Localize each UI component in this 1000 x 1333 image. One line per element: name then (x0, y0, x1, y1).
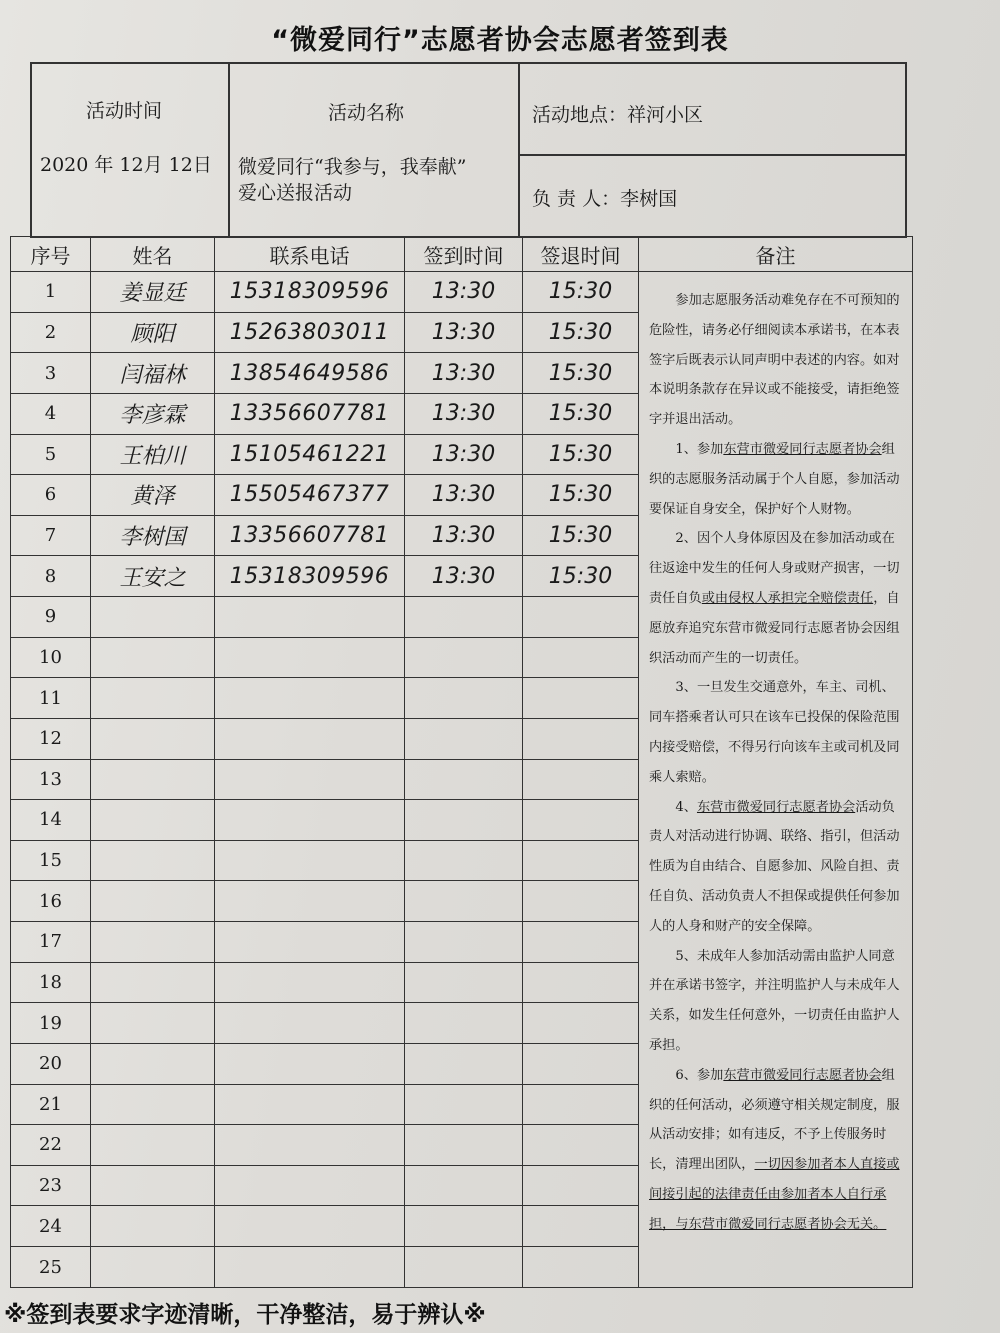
row-phone (215, 800, 405, 841)
row-name (91, 962, 215, 1003)
col-remarks: 备注 (639, 237, 913, 272)
footer-note: ※签到表要求字迹清晰，干净整洁，易于辨认※ (4, 1302, 486, 1328)
row-phone: 13854649586 (215, 353, 405, 394)
row-sign-out: 15:30 (523, 515, 639, 556)
row-sign-out: 15:30 (523, 272, 639, 313)
row-phone (215, 1165, 405, 1206)
manager-field (532, 184, 677, 211)
remarks-item-6: 6、参加东营市微爱同行志愿者协会组织的任何活动，必须遵守相关规定制度，服从活动安排；如有违反，不予上传服务时长，清理出团队，一切因参加者本人直接或间接引起的法律责任由参加者本人自行承担，与东营市微爱同行志愿者协会无关。 (649, 1067, 900, 1232)
row-sign-out (523, 637, 639, 678)
row-phone (215, 922, 405, 963)
row-sign-in (405, 1084, 523, 1125)
row-phone (215, 759, 405, 800)
row-seq: 13 (11, 759, 91, 800)
row-phone (215, 1084, 405, 1125)
row-seq: 2 (11, 312, 91, 353)
row-seq: 9 (11, 597, 91, 638)
row-name (91, 840, 215, 881)
row-name: 顾阳 (91, 312, 215, 353)
remarks-item-3: 3、一旦发生交通意外，车主、司机、同车搭乘者认可只在该车已投保的保险范围内接受赔偿，不得另行向该车主或司机及同乘人索赔。 (649, 680, 900, 785)
row-name (91, 1206, 215, 1247)
row-sign-in: 13:30 (405, 556, 523, 597)
row-sign-out (523, 1125, 639, 1166)
header-divider-1 (228, 64, 230, 236)
row-phone (215, 962, 405, 1003)
row-name (91, 1165, 215, 1206)
row-sign-out (523, 678, 639, 719)
location-value: 祥河小区 (627, 104, 704, 126)
row-phone: 13356607781 (215, 393, 405, 434)
table-header-row (11, 237, 913, 272)
row-seq: 19 (11, 1003, 91, 1044)
remarks-cell (639, 272, 913, 1288)
row-sign-in (405, 922, 523, 963)
row-sign-in (405, 1125, 523, 1166)
row-seq: 7 (11, 515, 91, 556)
form-title: “微爱同行”志愿者协会志愿者签到表 (271, 25, 729, 56)
manager-value: 李树国 (620, 188, 678, 210)
row-sign-in (405, 1043, 523, 1084)
row-sign-out: 15:30 (523, 434, 639, 475)
row-seq: 8 (11, 556, 91, 597)
activity-date: 2020 年 12月 12日 (40, 154, 212, 176)
row-phone: 15318309596 (215, 556, 405, 597)
row-sign-in (405, 1003, 523, 1044)
row-sign-out (523, 1165, 639, 1206)
row-sign-out: 15:30 (523, 312, 639, 353)
row-phone (215, 718, 405, 759)
row-sign-in (405, 637, 523, 678)
row-phone (215, 1003, 405, 1044)
row-sign-out: 15:30 (523, 393, 639, 434)
row-sign-in (405, 678, 523, 719)
row-name (91, 718, 215, 759)
row-phone: 15318309596 (215, 272, 405, 313)
row-sign-in: 13:30 (405, 475, 523, 516)
row-phone (215, 1125, 405, 1166)
row-seq: 17 (11, 922, 91, 963)
row-sign-in (405, 800, 523, 841)
row-seq: 1 (11, 272, 91, 313)
remarks-item-4: 4、东营市微爱同行志愿者协会活动负责人对活动进行协调、联络、指引，但活动性质为自由结合、自愿参加、风险自担、责任自负、活动负责人不担保或提供任何参加人的人身和财产的安全保障。 (649, 799, 900, 934)
row-phone (215, 1206, 405, 1247)
row-seq: 20 (11, 1043, 91, 1084)
location-label: 活动地点： (532, 104, 628, 126)
row-phone (215, 597, 405, 638)
row-sign-out (523, 881, 639, 922)
row-sign-out: 15:30 (523, 475, 639, 516)
row-name (91, 597, 215, 638)
row-phone (215, 840, 405, 881)
remarks-item-1: 1、参加东营市微爱同行志愿者协会组织的志愿服务活动属于个人自愿，参加活动要保证自身安全，保护好个人财物。 (649, 441, 900, 517)
row-seq: 15 (11, 840, 91, 881)
manager-label: 负 责 人： (532, 188, 621, 210)
row-sign-out (523, 1084, 639, 1125)
row-sign-out (523, 1043, 639, 1084)
row-seq: 12 (11, 718, 91, 759)
row-sign-in (405, 1206, 523, 1247)
table-row (11, 272, 913, 313)
col-sign-out: 签退时间 (523, 237, 639, 272)
row-sign-in: 13:30 (405, 353, 523, 394)
row-seq: 24 (11, 1206, 91, 1247)
row-name (91, 1043, 215, 1084)
row-sign-in (405, 881, 523, 922)
row-phone (215, 678, 405, 719)
col-sign-in: 签到时间 (405, 237, 523, 272)
row-sign-out (523, 597, 639, 638)
row-sign-out: 15:30 (523, 353, 639, 394)
row-name: 王安之 (91, 556, 215, 597)
row-name (91, 637, 215, 678)
row-seq: 3 (11, 353, 91, 394)
row-seq: 18 (11, 962, 91, 1003)
row-sign-out (523, 759, 639, 800)
row-sign-in (405, 1247, 523, 1288)
row-phone: 15505467377 (215, 475, 405, 516)
row-seq: 25 (11, 1247, 91, 1288)
sign-in-table (10, 236, 913, 1288)
remarks-item-2: 2、因个人身体原因及在参加活动或在往返途中发生的任何人身或财产损害，一切责任自负或由侵权人承担完全赔偿责任，自愿放弃追究东营市微爱同行志愿者协会因组织活动而产生的一切责任。 (649, 531, 900, 666)
row-sign-out (523, 1206, 639, 1247)
row-sign-out (523, 718, 639, 759)
row-seq: 14 (11, 800, 91, 841)
header-divider-3 (520, 154, 907, 156)
row-name (91, 1084, 215, 1125)
row-sign-in (405, 840, 523, 881)
row-name (91, 1003, 215, 1044)
row-sign-in (405, 1165, 523, 1206)
row-phone (215, 1247, 405, 1288)
row-name (91, 1125, 215, 1166)
row-sign-in: 13:30 (405, 393, 523, 434)
row-phone (215, 881, 405, 922)
row-seq: 6 (11, 475, 91, 516)
row-seq: 16 (11, 881, 91, 922)
col-seq: 序号 (11, 237, 91, 272)
row-sign-in: 13:30 (405, 312, 523, 353)
row-sign-in (405, 718, 523, 759)
row-sign-out: 15:30 (523, 556, 639, 597)
row-name: 姜显廷 (91, 272, 215, 313)
activity-name-line1: 微爱同行“我参与，我奉献” (238, 156, 467, 178)
row-name: 王柏川 (91, 434, 215, 475)
row-phone: 13356607781 (215, 515, 405, 556)
col-phone: 联系电话 (215, 237, 405, 272)
activity-name-label: 活动名称 (328, 102, 405, 124)
row-seq: 10 (11, 637, 91, 678)
row-seq: 22 (11, 1125, 91, 1166)
row-name (91, 678, 215, 719)
row-phone (215, 637, 405, 678)
row-sign-in: 13:30 (405, 272, 523, 313)
row-phone (215, 1043, 405, 1084)
activity-time-label: 活动时间 (86, 100, 163, 122)
row-phone: 15105461221 (215, 434, 405, 475)
col-name: 姓名 (91, 237, 215, 272)
row-name: 闫福林 (91, 353, 215, 394)
row-name (91, 922, 215, 963)
row-name: 黄泽 (91, 475, 215, 516)
remarks-item-5: 5、未成年人参加活动需由监护人同意并在承诺书签字，并注明监护人与未成年人关系，如发生任何意外，一切责任由监护人承担。 (649, 948, 900, 1053)
row-name: 李彦霖 (91, 393, 215, 434)
row-sign-out (523, 922, 639, 963)
row-sign-in (405, 962, 523, 1003)
row-sign-in: 13:30 (405, 434, 523, 475)
row-sign-in: 13:30 (405, 515, 523, 556)
row-sign-out (523, 962, 639, 1003)
activity-header (30, 62, 907, 238)
row-name (91, 759, 215, 800)
remarks-intro: 参加志愿服务活动难免存在不可预知的危险性，请务必仔细阅读本承诺书，在本表签字后既表示认同声明中表述的内容。如对本说明条款存在异议或不能接受，请拒绝签字并退出活动。 (649, 293, 900, 428)
row-name (91, 881, 215, 922)
row-phone: 15263803011 (215, 312, 405, 353)
row-seq: 11 (11, 678, 91, 719)
row-name (91, 800, 215, 841)
row-sign-out (523, 1247, 639, 1288)
row-seq: 23 (11, 1165, 91, 1206)
activity-name-line2: 爱心送报活动 (238, 182, 353, 204)
row-sign-in (405, 597, 523, 638)
header-divider-2 (518, 64, 520, 236)
row-sign-out (523, 840, 639, 881)
row-seq: 5 (11, 434, 91, 475)
location-field (532, 100, 703, 127)
row-seq: 21 (11, 1084, 91, 1125)
row-name: 李树国 (91, 515, 215, 556)
row-sign-out (523, 1003, 639, 1044)
row-name (91, 1247, 215, 1288)
row-seq: 4 (11, 393, 91, 434)
row-sign-out (523, 800, 639, 841)
row-sign-in (405, 759, 523, 800)
